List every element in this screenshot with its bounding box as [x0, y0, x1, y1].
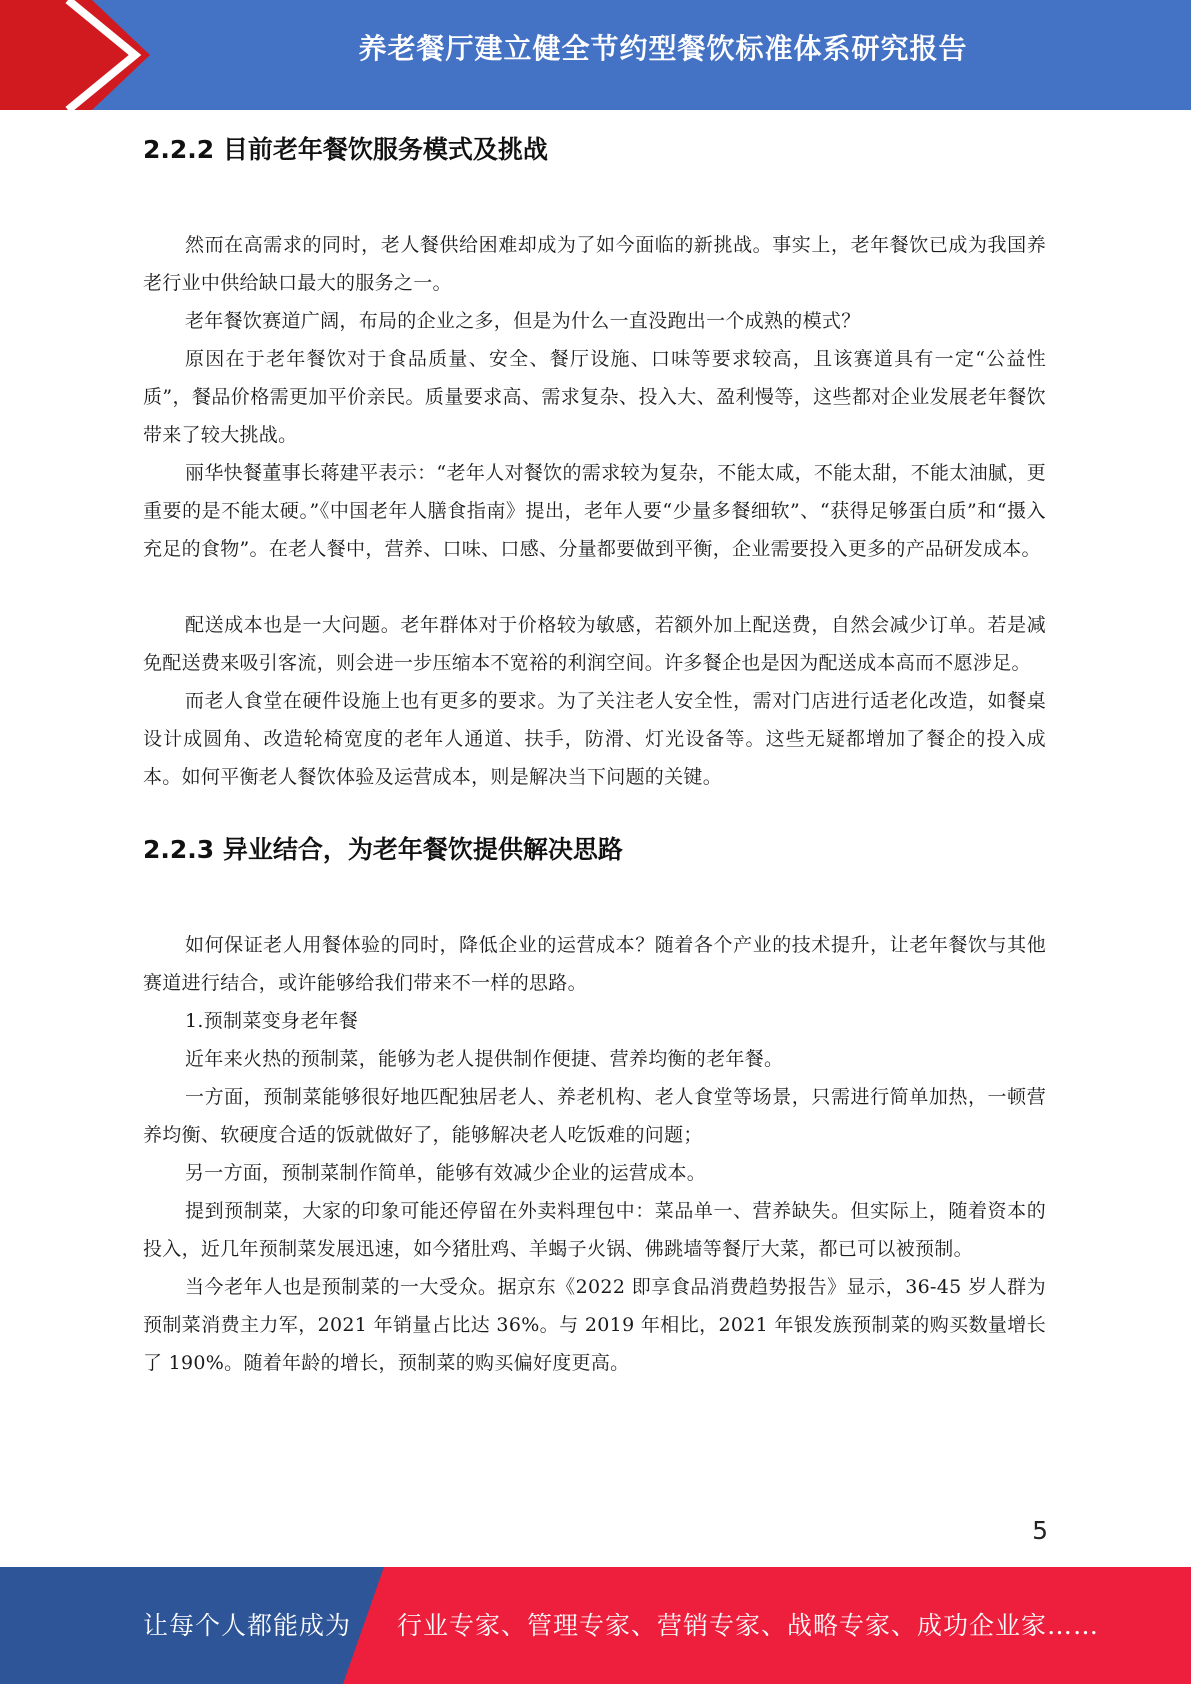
red-chevron-decoration: [0, 0, 160, 110]
page-number: 5: [1032, 1516, 1048, 1545]
paragraph: 一方面，预制菜能够很好地匹配独居老人、养老机构、老人食堂等场景，只需进行简单加热，一顿营养均衡、软硬度合适的饭就做好了，能够解决老人吃饭难的问题；: [143, 1086, 1046, 1146]
paragraph: 另一方面，预制菜制作简单，能够有效减少企业的运营成本。: [185, 1162, 707, 1184]
footer-slogan-right: 行业专家、管理专家、营销专家、战略专家、成功企业家……: [397, 1611, 1100, 1640]
page-content: [143, 122, 1046, 1382]
page-header: [0, 0, 1191, 110]
paragraph: 然而在高需求的同时，老人餐供给困难却成为了如今面临的新挑战。事实上，老年餐饮已成为我国养老行业中供给缺口最大的服务之一。: [143, 234, 1046, 294]
paragraph: 而老人食堂在硬件设施上也有更多的要求。为了关注老人安全性，需对门店进行适老化改造，如餐桌设计成圆角、改造轮椅宽度的老年人通道、扶手，防滑、灯光设备等。这些无疑都增加了餐企的投入成本。如何平衡老人餐饮体验及运营成本，则是解决当下问题的关键。: [143, 690, 1046, 788]
paragraph: 丽华快餐董事长蒋建平表示：“老年人对餐饮的需求较为复杂，不能太咸，不能太甜，不能太油腻，更重要的是不能太硬。”《中国老年人膳食指南》提出，老年人要“少量多餐细软”、“获得足够蛋白质”和“摄入充足的食物”。在老人餐中，营养、口味、口感、分量都要做到平衡，企业需要投入更多的产品研发成本。: [143, 462, 1046, 560]
paragraph: 原因在于老年餐饮对于食品质量、安全、餐厅设施、口味等要求较高，且该赛道具有一定“公益性质”，餐品价格需更加平价亲民。质量要求高、需求复杂、投入大、盈利慢等，这些都对企业发展老年餐饮带来了较大挑战。: [143, 348, 1046, 446]
section-heading-2-2-3: 2.2.3 异业结合，为老年餐饮提供解决思路: [143, 835, 623, 864]
section-heading-2-2-2: 2.2.2 目前老年餐饮服务模式及挑战: [143, 135, 548, 164]
paragraph: 配送成本也是一大问题。老年群体对于价格较为敏感，若额外加上配送费，自然会减少订单。若是减免配送费来吸引客流，则会进一步压缩本不宽裕的利润空间。许多餐企也是因为配送成本高而不愿涉足。: [143, 614, 1046, 674]
page-footer: [0, 1567, 1191, 1684]
paragraph: 如何保证老人用餐体验的同时，降低企业的运营成本？随着各个产业的技术提升，让老年餐饮与其他赛道进行结合，或许能够给我们带来不一样的思路。: [143, 934, 1046, 994]
list-item-heading: 1.预制菜变身老年餐: [185, 1010, 359, 1032]
paragraph: 当今老年人也是预制菜的一大受众。据京东《2022 即享食品消费趋势报告》显示，36-45 岁人群为预制菜消费主力军，2021 年销量占比达 36%。与 2019 年相比，2021 年银发族预制菜的购买数量增长了 190%。随着年龄的增长，预制菜的购买偏好度更高。: [143, 1276, 1046, 1374]
report-title: 养老餐厅建立健全节约型餐饮标准体系研究报告: [358, 32, 968, 65]
paragraph: 老年餐饮赛道广阔，布局的企业之多，但是为什么一直没跑出一个成熟的模式？: [185, 310, 861, 332]
footer-slogan-left: 让每个人都能成为: [143, 1611, 352, 1640]
paragraph: 近年来火热的预制菜，能够为老人提供制作便捷、营养均衡的老年餐。: [185, 1048, 784, 1070]
paragraph: 提到预制菜，大家的印象可能还停留在外卖料理包中：菜品单一、营养缺失。但实际上，随着资本的投入，近几年预制菜发展迅速，如今猪肚鸡、羊蝎子火锅、佛跳墙等餐厅大菜，都已可以被预制。: [143, 1200, 1046, 1260]
